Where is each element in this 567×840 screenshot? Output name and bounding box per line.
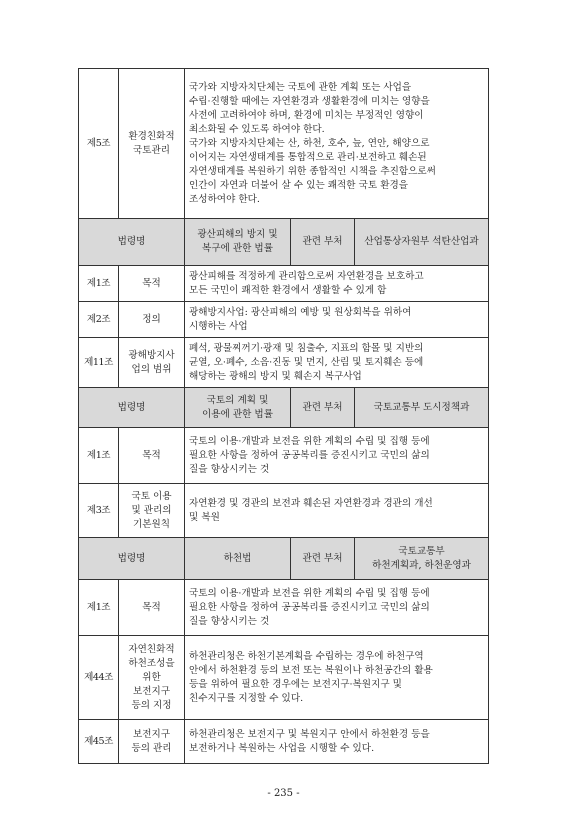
department-label-text: 관련 부처 [302, 236, 343, 247]
article-body [185, 338, 489, 388]
law-name-label-text: 법령명 [117, 236, 146, 247]
department-label-text: 관련 부처 [302, 401, 343, 413]
article-body [185, 428, 489, 484]
article-body-text: 자연환경 및 경관의 보전과 훼손된 자연환경과 경관의 개선 및 복원 [189, 497, 433, 523]
article-body-text: 하천관리청은 보전지구 및 복원지구 안에서 하천환경 등을 보전하거나 복원하는 사업을 시행할 수 있다. [189, 728, 430, 754]
article-number [79, 266, 119, 302]
department-name [355, 219, 489, 266]
article-subject [119, 69, 185, 219]
article-body-text: 국가와 지방자치단체는 국토에 관한 계획 또는 사업을 수립·진행할 때에는 자연환경과 생활환경에 미치는 영향을 사전에 고려하여야 하며, 환경에 미치는 부정적인 영향이 최소화될 수 있도록 하여야 한다. 국가와 지방자치단체는 산, 하천, 호수, 늪, 연안, 해양으로 이어지는 자연생태계를 통합적으로 관리·보전하고 훼손된 자연생태계를 복원하기 위한 종합적인 시책을 추진함으로써 인간이 자연과 더불어 살 수 있는 쾌적한 국토 환경을 조성하여야 한다. [189, 81, 436, 205]
article-subject-text: 목적 [142, 601, 161, 613]
article-body [185, 484, 489, 538]
law-name-text: 하천법 [223, 552, 252, 564]
article-subject-text: 환경친화적 국토관리 [128, 130, 175, 156]
law-name-label [79, 538, 185, 580]
law-header-row [79, 219, 489, 266]
page-number: - 235 - [267, 788, 300, 799]
law-name [185, 219, 291, 266]
article-number-text: 제1조 [86, 277, 111, 289]
article-number-text: 제1조 [86, 601, 111, 613]
article-row [79, 428, 489, 484]
article-row [79, 266, 489, 302]
article-number [79, 69, 119, 219]
law-name-text: 광산피해의 방지 및 복구에 관한 법률 [197, 229, 278, 254]
article-number [79, 636, 119, 720]
article-number-text: 제45조 [84, 735, 113, 747]
article-number-text: 제5조 [86, 137, 111, 149]
department-name [355, 388, 489, 428]
article-row [79, 636, 489, 720]
department-label-text: 관련 부처 [302, 552, 343, 564]
article-body-text: 국토의 이용·개발과 보전을 위한 계획의 수립 및 집행 등에 필요한 사항을 정하여 공공복리를 증진시키고 국민의 삶의 질을 향상시키는 것 [189, 587, 430, 627]
article-subject [119, 428, 185, 484]
article-row [79, 484, 489, 538]
article-body [185, 302, 489, 338]
article-subject-text: 정의 [142, 313, 161, 325]
article-subject [119, 580, 185, 636]
department-name-text: 국토교통부 하천계획과, 하천운영과 [372, 545, 471, 571]
law-name-label [79, 388, 185, 428]
article-number-text: 제3조 [86, 504, 111, 516]
department-name [355, 538, 489, 580]
law-table [78, 68, 489, 764]
article-body [185, 266, 489, 302]
law-name [185, 388, 291, 428]
article-number-text: 제44조 [84, 671, 113, 683]
article-number [79, 302, 119, 338]
article-subject [119, 484, 185, 538]
law-name-text: 국토의 계획 및 이용에 관한 법률 [202, 394, 273, 420]
department-label [291, 538, 355, 580]
article-subject [119, 338, 185, 388]
article-row [79, 720, 489, 764]
law-header-row [79, 538, 489, 580]
article-subject-text: 국토 이용 및 관리의 기본원칙 [131, 490, 172, 530]
article-body-text: 광해방지사업: 광산피해의 예방 및 원상회복을 위하여 시행하는 사업 [189, 306, 412, 332]
article-subject-text: 자연친화적 하천조성을 위한 보전지구 등의 지정 [128, 643, 175, 711]
article-row [79, 302, 489, 338]
department-name-text: 산업통상자원부 석탄산업과 [364, 236, 479, 247]
article-row [79, 580, 489, 636]
article-number-text: 제1조 [86, 449, 111, 461]
article-subject-text: 보전지구 등의 관리 [131, 728, 172, 754]
article-body [185, 720, 489, 764]
article-body-text: 폐석, 광물찌꺼기·광재 및 침출수, 지표의 함몰 및 지반의 균열, 오·폐수, 소음·진동 및 먼지, 산림 및 토지훼손 등에 해당하는 광해의 방지 및 훼손지 복구사업 [189, 342, 424, 382]
article-number [79, 338, 119, 388]
article-row [79, 338, 489, 388]
article-subject [119, 720, 185, 764]
department-label [291, 219, 355, 266]
department-name-text: 국토교통부 도시정책과 [373, 401, 470, 413]
article-body [185, 636, 489, 720]
article-number-text: 제11조 [84, 356, 113, 368]
article-subject-text: 광해방지사 업의 범위 [128, 349, 175, 375]
article-body-text: 국토의 이용·개발과 보전을 위한 계획의 수립 및 집행 등에 필요한 사항을 정하여 공공복리를 증진시키고 국민의 삶의 질을 향상시키는 것 [189, 435, 430, 475]
article-subject [119, 636, 185, 720]
article-row [79, 69, 489, 219]
law-name-label-text: 법령명 [117, 552, 146, 564]
article-subject [119, 302, 185, 338]
article-body [185, 69, 489, 219]
article-number [79, 484, 119, 538]
department-label [291, 388, 355, 428]
law-name-label-text: 법령명 [117, 401, 146, 413]
law-name-label [79, 219, 185, 266]
law-header-row [79, 388, 489, 428]
article-subject [119, 266, 185, 302]
article-number [79, 720, 119, 764]
article-number [79, 428, 119, 484]
article-body [185, 580, 489, 636]
article-body-text: 광산피해를 적정하게 관리함으로써 자연환경을 보호하고 모든 국민이 쾌적한 환경에서 생활할 수 있게 함 [189, 270, 424, 296]
article-body-text: 하천관리청은 하천기본계획을 수립하는 경우에 하천구역 안에서 하천환경 등의 보전 또는 복원이나 하천공간의 활용 등을 위하여 필요한 경우에는 보전지구·복원지구 및 친수지구를 지정할 수 있다. [189, 650, 433, 704]
article-number-text: 제2조 [86, 313, 111, 325]
article-number [79, 580, 119, 636]
law-name [185, 538, 291, 580]
article-subject-text: 목적 [142, 277, 161, 289]
article-subject-text: 목적 [142, 449, 161, 461]
